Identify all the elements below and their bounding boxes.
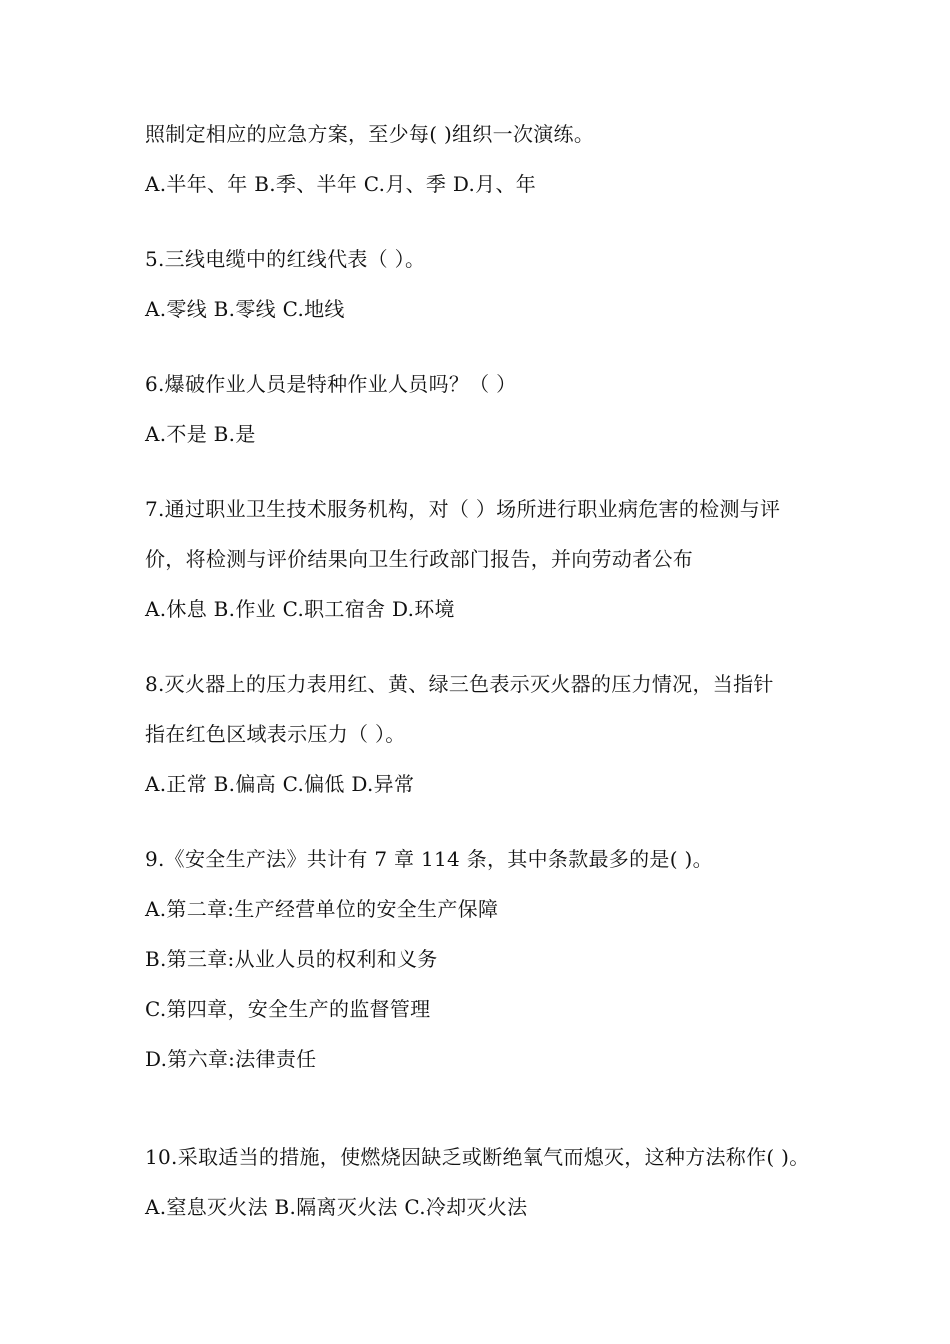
question-9-text: 9.《安全生产法》共计有 7 章 114 条，其中条款最多的是( )。 xyxy=(145,847,713,871)
question-6-text: 6.爆破作业人员是特种作业人员吗？（ ） xyxy=(145,372,517,396)
question-9-option-d: D.第六章:法律责任 xyxy=(145,1047,317,1071)
question-9-option-a: A.第二章:生产经营单位的安全生产保障 xyxy=(145,897,499,921)
question-8-text-line-2: 指在红色区域表示压力（ ）。 xyxy=(145,722,406,746)
question-9-option-c: C.第四章，安全生产的监督管理 xyxy=(145,997,431,1021)
question-7-text-line-1: 7.通过职业卫生技术服务机构，对（ ）场所进行职业病危害的检测与评 xyxy=(145,497,781,521)
question-5-text: 5.三线电缆中的红线代表（ ）。 xyxy=(145,247,426,271)
question-8-options: A.正常 B.偏高 C.偏低 D.异常 xyxy=(145,772,415,796)
question-7-text-line-2: 价，将检测与评价结果向卫生行政部门报告，并向劳动者公布 xyxy=(145,547,694,571)
question-10-options: A.窒息灭火法 B.隔离灭火法 C.冷却灭火法 xyxy=(145,1195,528,1219)
question-10-text: 10.采取适当的措施，使燃烧因缺乏或断绝氧气而熄灭，这种方法称作( )。 xyxy=(145,1145,810,1169)
question-5-options: A.零线 B.零线 C.地线 xyxy=(145,297,345,321)
question-8-text-line-1: 8.灭火器上的压力表用红、黄、绿三色表示灭火器的压力情况，当指针 xyxy=(145,672,774,696)
question-4-options: A.半年、年 B.季、半年 C.月、季 D.月、年 xyxy=(145,172,537,196)
question-9-option-b: B.第三章:从业人员的权利和义务 xyxy=(145,947,438,971)
question-7-options: A.休息 B.作业 C.职工宿舍 D.环境 xyxy=(145,597,455,621)
question-6-options: A.不是 B.是 xyxy=(145,422,256,446)
question-4-continuation: 照制定相应的应急方案，至少每( )组织一次演练。 xyxy=(145,122,595,146)
